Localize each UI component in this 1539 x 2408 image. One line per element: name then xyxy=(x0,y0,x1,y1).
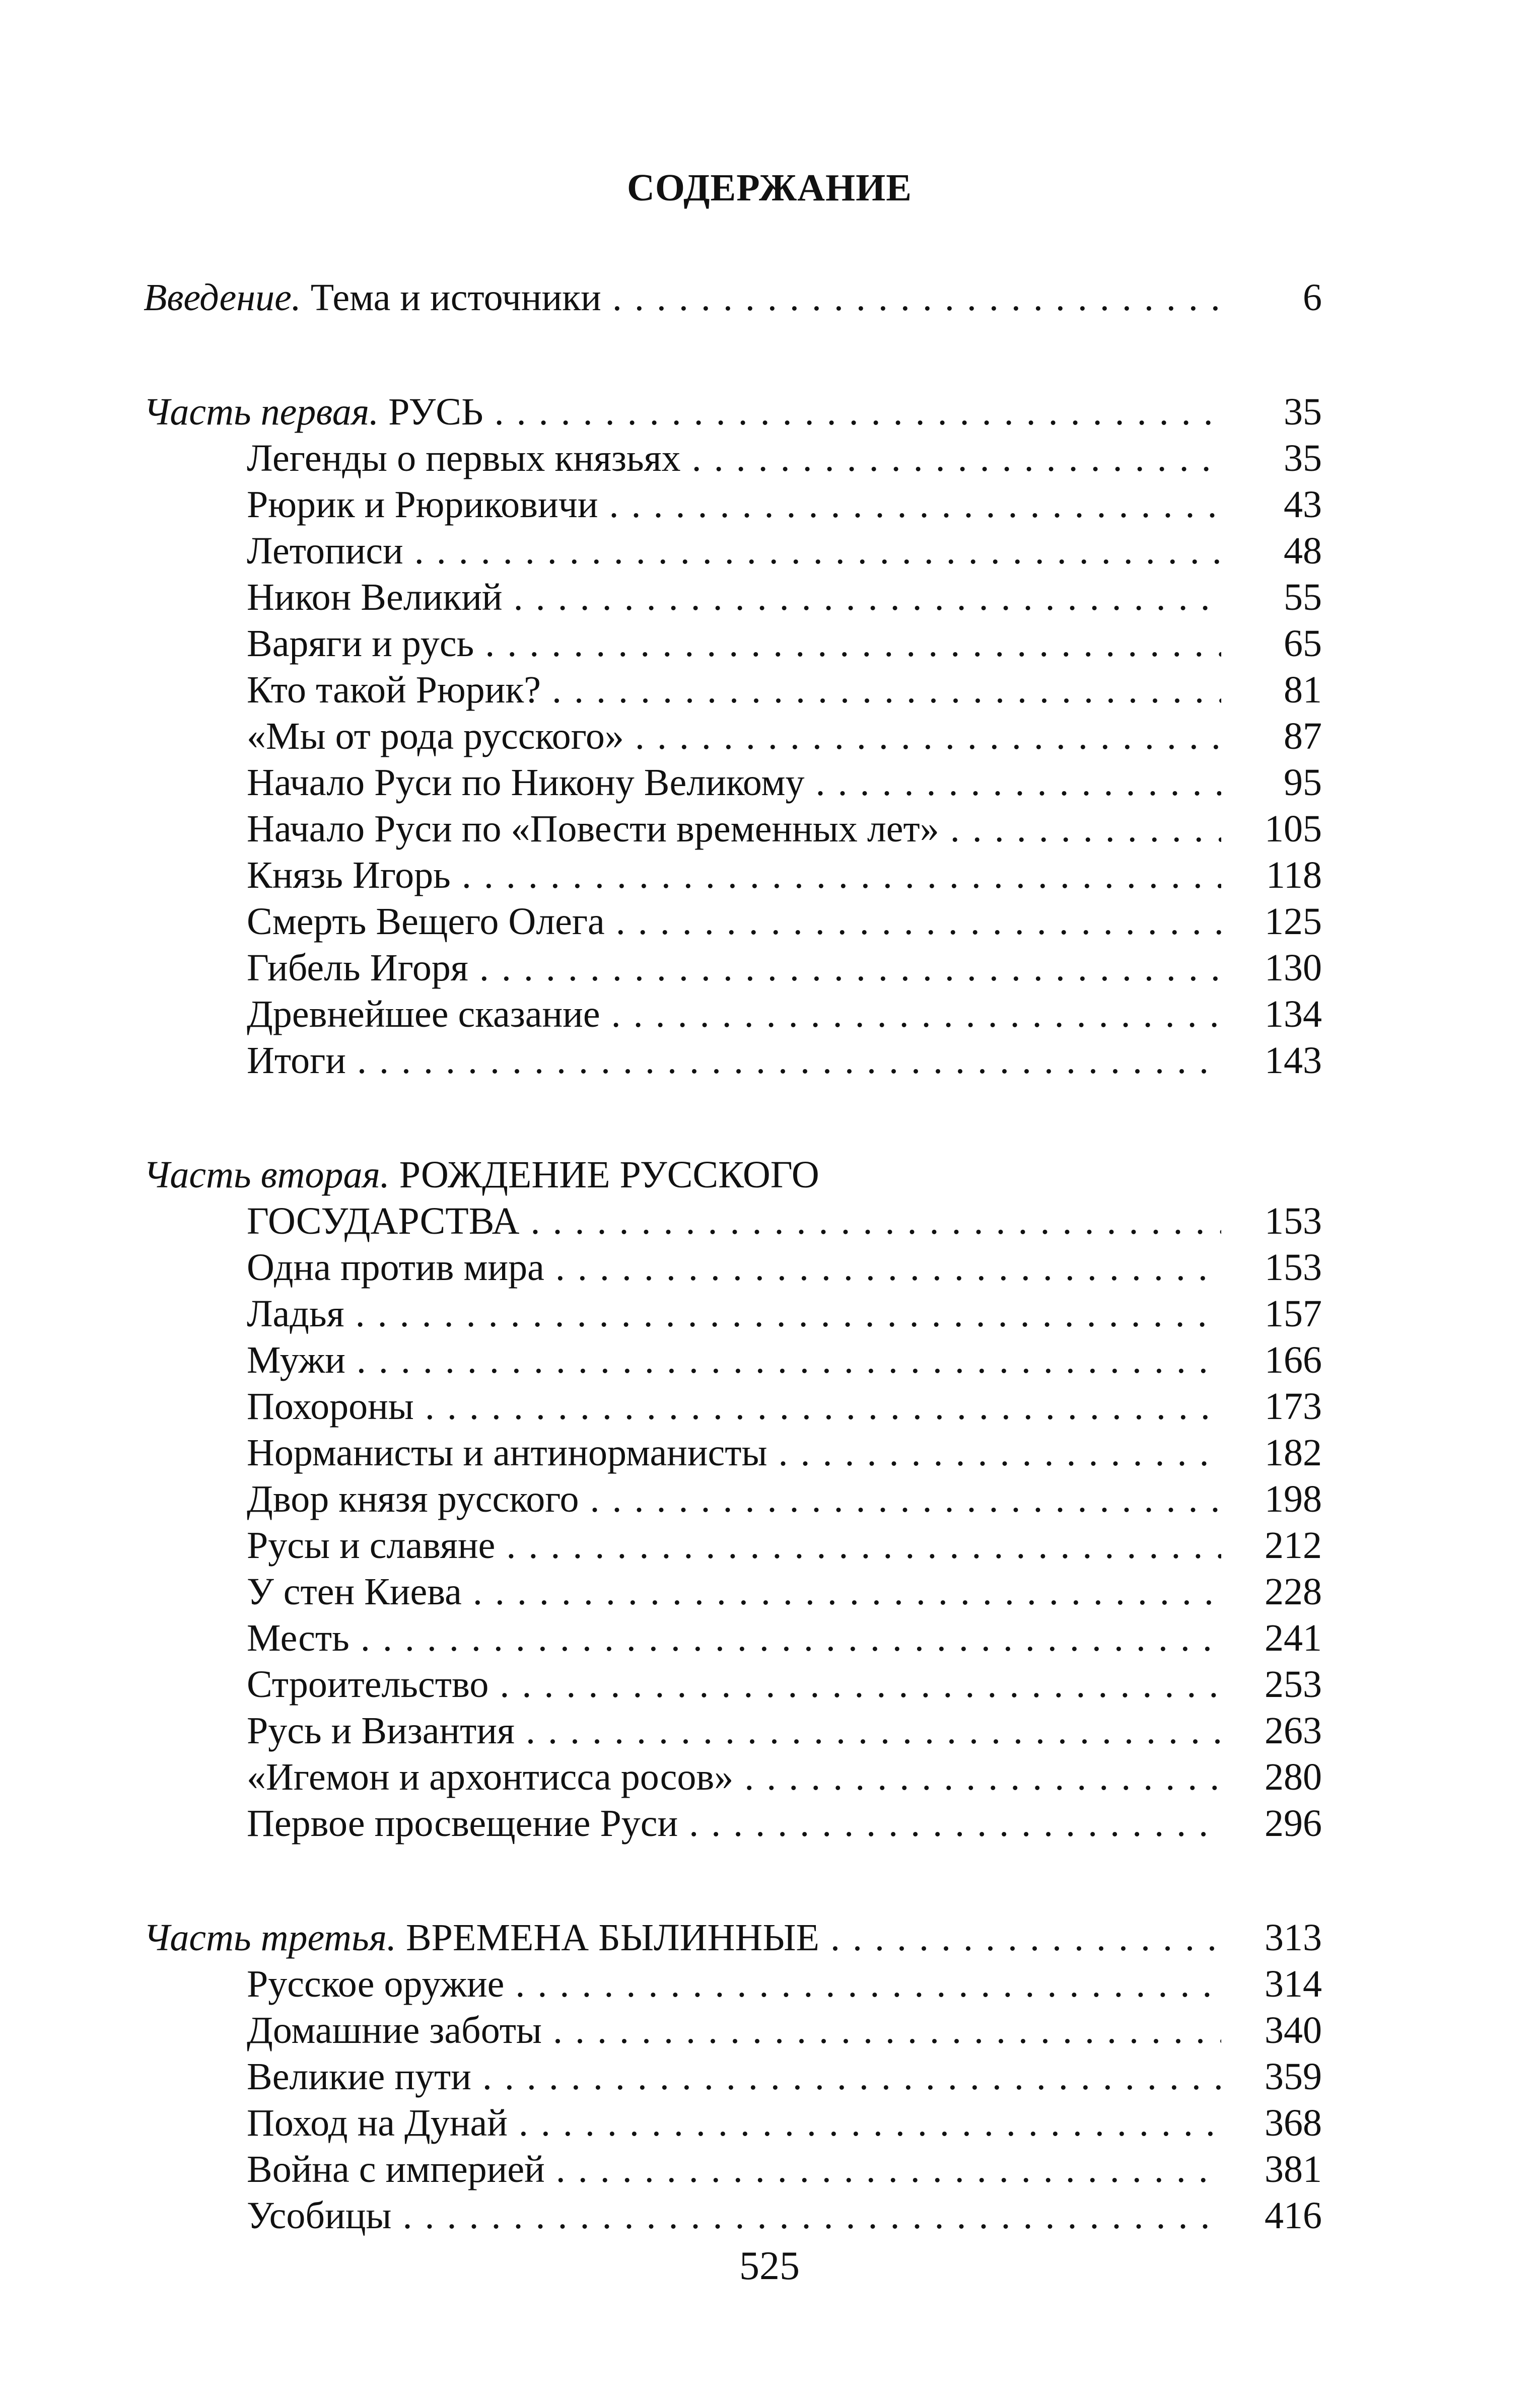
toc-entry-label xyxy=(144,389,1221,435)
toc-entry[interactable] xyxy=(144,1337,1322,1383)
entry-title: Норманисты и антинорманисты . . . xyxy=(247,1430,1221,1476)
entry-title: Похороны . . . xyxy=(247,1383,1221,1430)
toc-entry[interactable] xyxy=(144,1291,1322,1337)
page-number: 182 xyxy=(1265,1432,1322,1474)
entry-title: Мужи . . . xyxy=(247,1337,1221,1383)
toc-entry[interactable] xyxy=(144,945,1322,991)
toc-entry[interactable] xyxy=(144,1430,1322,1476)
toc-entry[interactable] xyxy=(144,2146,1322,2192)
section-gap xyxy=(144,1847,1322,1915)
toc-entry-label xyxy=(144,1915,1221,1961)
page-number: 280 xyxy=(1265,1756,1322,1798)
page-number: 157 xyxy=(1265,1293,1322,1335)
toc-entry[interactable] xyxy=(144,1661,1322,1708)
entry-title: Месть . . . xyxy=(247,1615,1221,1661)
page-number: 153 xyxy=(1265,1246,1322,1289)
entry-title: Строительство . . . xyxy=(247,1661,1221,1708)
entry-title: Война с империей . . . xyxy=(247,2146,1221,2192)
part-name: Часть вторая. xyxy=(144,1154,390,1196)
toc-entry[interactable] xyxy=(144,898,1322,945)
page-number: 241 xyxy=(1265,1617,1322,1659)
page-number: 313 xyxy=(1265,1917,1322,1959)
entry-title: Кто такой Рюрик? . . . xyxy=(247,667,1221,713)
entry-title: «Игемон и архонтисса росов» . . . xyxy=(247,1754,1221,1800)
part-name: Введение. xyxy=(144,276,301,319)
toc-entry[interactable] xyxy=(144,713,1322,759)
page-number: 228 xyxy=(1265,1571,1322,1613)
entry-title: Князь Игорь . . . xyxy=(247,852,1221,898)
page-number: 95 xyxy=(1284,761,1322,804)
page-number: 153 xyxy=(1265,1200,1322,1242)
page-number: 198 xyxy=(1265,1478,1322,1520)
page-number: 263 xyxy=(1265,1710,1322,1752)
page-number-footer: 525 xyxy=(739,2244,800,2288)
toc-entry[interactable] xyxy=(144,759,1322,806)
toc-entry[interactable] xyxy=(144,528,1322,574)
page-number: 253 xyxy=(1265,1663,1322,1706)
page-number: 87 xyxy=(1284,715,1322,757)
entry-title: РОЖДЕНИЕ РУССКОГО xyxy=(389,1154,819,1196)
toc-entry[interactable] xyxy=(144,1569,1322,1615)
page-number: 143 xyxy=(1265,1039,1322,1082)
entry-title: Варяги и русь . . . xyxy=(247,620,1221,667)
entry-title: Великие пути . . . xyxy=(247,2053,1221,2100)
page-number: 43 xyxy=(1284,483,1322,526)
page-number: 212 xyxy=(1265,1524,1322,1567)
toc-entry[interactable] xyxy=(144,1708,1322,1754)
toc-entry[interactable] xyxy=(144,2007,1322,2053)
toc-entry[interactable] xyxy=(144,620,1322,667)
toc-entry[interactable] xyxy=(144,2053,1322,2100)
entry-title: У стен Киева . . . xyxy=(247,1569,1221,1615)
toc-entry[interactable] xyxy=(144,574,1322,620)
toc-entry[interactable] xyxy=(144,1522,1322,1569)
page-number: 134 xyxy=(1265,993,1322,1035)
page-number: 340 xyxy=(1265,2009,1322,2051)
toc-entry[interactable] xyxy=(144,1476,1322,1522)
page-number: 6 xyxy=(1303,276,1322,319)
entry-title: Летописи . . . xyxy=(247,528,1221,574)
toc-entry-introduction[interactable] xyxy=(144,274,1322,321)
page-number: 35 xyxy=(1284,391,1322,433)
page-number: 381 xyxy=(1265,2148,1322,2190)
page-number: 35 xyxy=(1284,437,1322,479)
entry-title: Гибель Игоря . . . xyxy=(247,945,1221,991)
toc-entry-label xyxy=(144,1152,1221,1198)
entry-title: Смерть Вещего Олега . . . xyxy=(247,898,1221,945)
toc-entry[interactable] xyxy=(144,1615,1322,1661)
toc-entry[interactable] xyxy=(144,435,1322,481)
entry-title: Усобицы . . . xyxy=(247,2192,1221,2239)
toc-entry[interactable] xyxy=(144,1961,1322,2007)
entry-title: РУСЬ xyxy=(379,391,483,433)
toc-part-2-title-line1[interactable] xyxy=(144,1152,1322,1198)
page-title: СОДЕРЖАНИЕ xyxy=(627,167,912,209)
page-number: 125 xyxy=(1265,900,1322,943)
toc-entry[interactable] xyxy=(144,1800,1322,1847)
toc-entry[interactable] xyxy=(144,1383,1322,1430)
page-number: 173 xyxy=(1265,1385,1322,1428)
toc-entry[interactable] xyxy=(144,2100,1322,2146)
entry-title: Никон Великий . . . xyxy=(247,574,1221,620)
toc-entry[interactable] xyxy=(144,481,1322,528)
page-number: 130 xyxy=(1265,947,1322,989)
entry-title: Тема и источники xyxy=(301,276,601,319)
entry-title: Русы и славяне . . . xyxy=(247,1522,1221,1569)
entry-title: Первое просвещение Руси . . . xyxy=(247,1800,1221,1847)
entry-title: Итоги . . . xyxy=(247,1037,1221,1084)
page-number: 55 xyxy=(1284,576,1322,618)
entry-title: Поход на Дунай . . . xyxy=(247,2100,1221,2146)
toc-entry[interactable] xyxy=(144,852,1322,898)
page-number: 314 xyxy=(1265,1963,1322,2005)
entry-title: Начало Руси по «Повести временных лет» . . . xyxy=(247,806,1221,852)
page-number: 118 xyxy=(1266,854,1322,896)
entry-title: «Мы от рода русского» . . . xyxy=(247,713,1221,759)
toc-entry[interactable] xyxy=(144,2192,1322,2239)
page-number: 368 xyxy=(1265,2102,1322,2144)
page-number: 359 xyxy=(1265,2056,1322,2098)
toc-entry[interactable] xyxy=(144,991,1322,1037)
section-gap xyxy=(144,1084,1322,1152)
toc-part-3[interactable] xyxy=(144,1915,1322,1961)
toc-entry[interactable] xyxy=(144,806,1322,852)
entry-title: Русь и Византия . . . xyxy=(247,1708,1221,1754)
part-name: Часть третья. xyxy=(144,1917,396,1959)
entry-title: Домашние заботы . . . xyxy=(247,2007,1221,2053)
page-number: 296 xyxy=(1265,1802,1322,1845)
entry-title: ГОСУДАРСТВА . . . xyxy=(247,1198,1221,1244)
toc-part-1[interactable] xyxy=(144,389,1322,435)
entry-title: ВРЕМЕНА БЫЛИННЫЕ xyxy=(396,1917,819,1959)
toc-entry[interactable] xyxy=(144,1244,1322,1291)
entry-title: Одна против мира . . . xyxy=(247,1244,1221,1291)
toc-entry[interactable] xyxy=(144,667,1322,713)
toc-part-2[interactable] xyxy=(144,1198,1322,1244)
entry-title: Двор князя русского . . . xyxy=(247,1476,1221,1522)
toc-entry-label xyxy=(144,274,1221,321)
entry-title: Ладья . . . xyxy=(247,1291,1221,1337)
page-number: 81 xyxy=(1284,669,1322,711)
entry-title: Легенды о первых князьях . . . xyxy=(247,435,1221,481)
table-of-contents xyxy=(144,274,1322,2239)
page-number: 416 xyxy=(1265,2194,1322,2237)
toc-entry[interactable] xyxy=(144,1037,1322,1084)
toc-entry[interactable] xyxy=(144,1754,1322,1800)
part-name: Часть первая. xyxy=(144,391,379,433)
entry-title: Древнейшее сказание . . . xyxy=(247,991,1221,1037)
page-number: 65 xyxy=(1284,622,1322,665)
page-number: 105 xyxy=(1265,808,1322,850)
section-gap xyxy=(144,321,1322,389)
page-number: 48 xyxy=(1284,530,1322,572)
entry-title: Русское оружие . . . xyxy=(247,1961,1221,2007)
entry-title: Начало Руси по Никону Великому . . . xyxy=(247,759,1221,806)
page-number: 166 xyxy=(1265,1339,1322,1381)
entry-title: Рюрик и Рюриковичи . . . xyxy=(247,481,1221,528)
